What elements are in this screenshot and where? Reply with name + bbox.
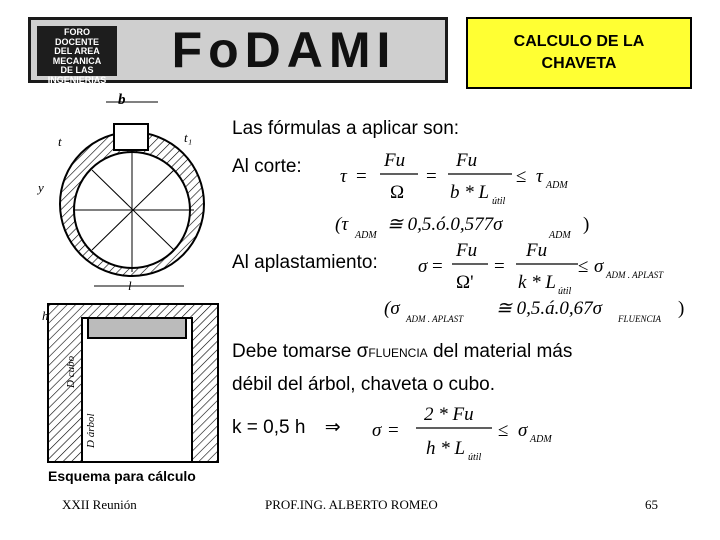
label-b: b [118,92,126,108]
fodami-logo [28,17,448,83]
label-l: l [128,278,132,293]
badge-line: DOCENTE [54,36,99,47]
svg-text:2 * Fu: 2 * Fu [424,404,474,425]
logo-badge [37,26,117,85]
badge-line: DE LAS [60,65,94,75]
svg-text:≤: ≤ [498,420,509,441]
svg-text:Fu: Fu [384,150,406,171]
footer-left: XXII Reunión [62,497,137,512]
badge-line: FORO [64,27,90,37]
svg-text:): ) [678,298,685,319]
svg-text:útil: útil [558,286,572,297]
key-rect [114,124,148,150]
svg-text:ADM: ADM [530,434,552,445]
svg-text:σ: σ [594,256,604,277]
svg-text:≅ 0,5.á.0,67σ: ≅ 0,5.á.0,67σ [496,298,603,319]
label-d-arbol: D árbol [85,413,97,448]
svg-text:=: = [494,256,505,277]
key-body [88,318,186,338]
svg-text:k * L: k * L [518,272,556,293]
svg-text:útil: útil [468,452,482,463]
aplast-label: Al aplastamiento: [232,252,378,273]
svg-text:): ) [583,214,590,235]
svg-text:=: = [388,420,399,441]
svg-text:(τ: (τ [335,214,349,235]
formula-aplast [418,236,688,300]
svg-text:≅ 0,5.ó.0,577σ: ≅ 0,5.ó.0,577σ [387,214,503,235]
formula-aplast-relation [384,292,694,326]
page-number: 65 [645,497,658,512]
label-d-cubo: D cubo [65,355,77,388]
svg-text:=: = [432,256,443,277]
corte-label: Al corte: [232,156,302,177]
shaft-body [82,318,192,462]
svg-text:τ: τ [340,166,347,187]
logo-wordmark: FoDAMI [171,22,397,78]
debe-line-2: débil del árbol, chaveta o cubo. [232,374,496,395]
svg-text:útil: útil [492,196,506,207]
svg-text:ADM: ADM [549,230,571,241]
formula-final [372,400,572,466]
svg-text:(σ: (σ [384,298,400,319]
hub-longitudinal-figure [34,278,224,468]
svg-text:Fu: Fu [456,150,478,171]
title-line-1: CALCULO DE LA [513,33,645,50]
label-y: y [38,180,44,195]
svg-text:ADM . APLAST: ADM . APLAST [406,314,464,324]
svg-text:FLUENCIA: FLUENCIA [618,314,662,324]
badge-line: MECANICA [52,55,102,66]
slide-title-box [466,17,692,89]
badge-line: DEL AREA [54,46,100,56]
svg-text:b * L: b * L [450,182,490,203]
intro-text: Las fórmulas a aplicar son: [232,118,460,139]
label-t: t [58,134,62,149]
label-t1: t₁ [184,130,193,145]
svg-text:Ω': Ω' [456,272,474,293]
svg-text:σ: σ [518,420,528,441]
footer-center: PROF.ING. ALBERTO ROMEO [265,497,438,512]
svg-text:ADM . APLAST: ADM . APLAST [606,270,664,280]
svg-text:σ: σ [372,420,382,441]
svg-text:ADM: ADM [546,180,568,191]
svg-text:≤: ≤ [578,256,589,277]
figure-caption: Esquema para cálculo [48,468,196,484]
svg-text:=: = [356,166,367,187]
shaft-section-figure [34,92,224,280]
svg-text:σ: σ [418,256,428,277]
svg-text:τ: τ [536,166,543,187]
svg-text:Ω: Ω [390,182,405,203]
svg-text:≤: ≤ [516,166,527,187]
formula-corte [340,142,580,212]
label-h: h [42,308,49,323]
badge-line: INGENIERIAS [47,74,107,85]
svg-text:Fu: Fu [456,240,478,261]
k-line: k = 0,5 h ⇒ [232,417,341,438]
title-line-2: CHAVETA [541,55,617,72]
svg-text:=: = [426,166,437,187]
debe-line-1: Debe tomarse σFLUENCIA del material más [232,341,573,362]
svg-text:ADM: ADM [355,230,377,241]
svg-text:h * L: h * L [426,438,466,459]
implies-arrow: ⇒ [324,417,341,438]
svg-text:Fu: Fu [526,240,548,261]
